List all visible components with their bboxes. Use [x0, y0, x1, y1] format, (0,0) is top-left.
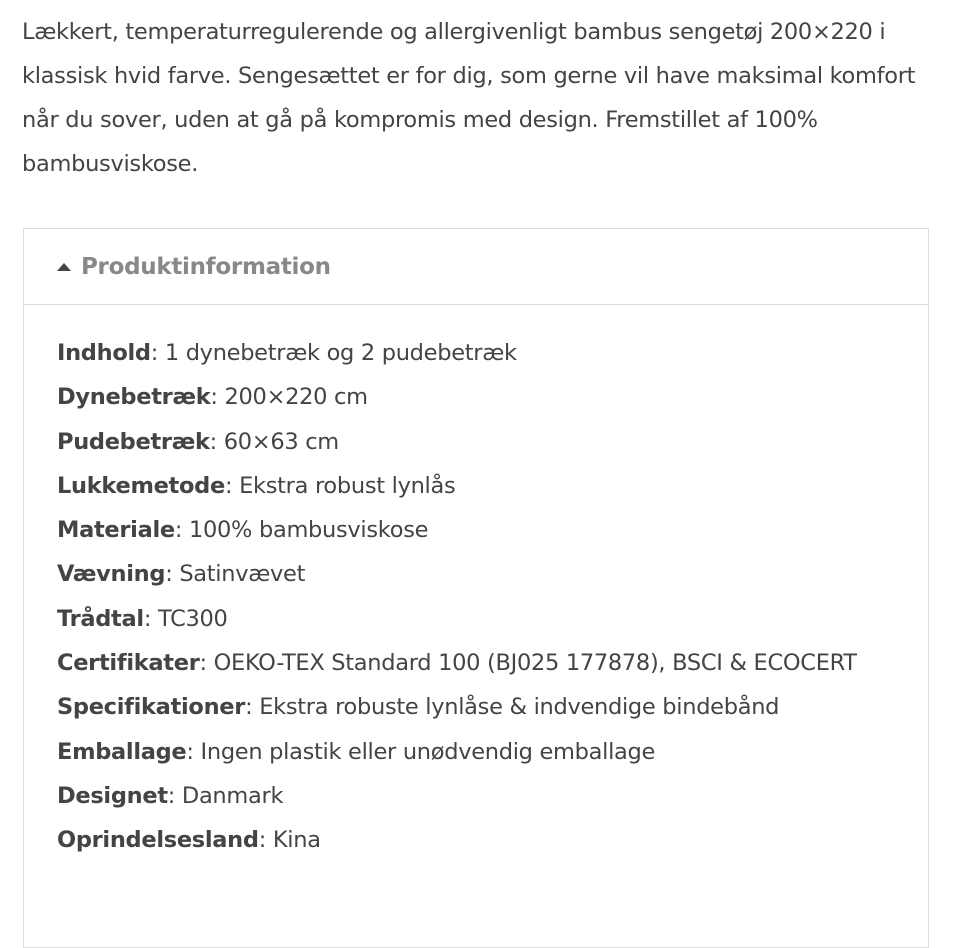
product-description: Lækkert, temperaturregulerende og allergivenligt bambus sengetøj 200×220 i klassisk hvid farve. Sengesættet er for dig, som gerne vil have maksimal komfort når du sover, uden at gå på kompromis med design. Fremstillet af 100% bambusviskose.: [22, 19, 916, 177]
spec-value: : 60×63 cm: [209, 428, 339, 455]
spec-label: Oprindelsesland: [57, 827, 259, 854]
spec-row: [57, 331, 895, 375]
spec-label: Materiale: [57, 517, 175, 544]
product-info-panel: [23, 228, 929, 948]
spec-row: [57, 641, 895, 685]
spec-row: [57, 420, 895, 464]
spec-row: [57, 597, 895, 641]
spec-value: : 100% bambusviskose: [174, 517, 429, 544]
spec-value: : TC300: [143, 605, 228, 632]
spec-value: : Ingen plastik eller unødvendig emballage: [186, 738, 656, 765]
spec-value: : OEKO-TEX Standard 100 (BJ025 177878), BSCI & ECOCERT: [199, 650, 857, 677]
spec-row: [57, 375, 895, 419]
spec-label: Lukkemetode: [57, 472, 225, 499]
panel-title: Produktinformation: [81, 253, 331, 280]
spec-row: [57, 730, 895, 774]
spec-label: Indhold: [57, 340, 151, 366]
spec-label: Specifikationer: [57, 694, 246, 721]
spec-label: Vævning: [57, 561, 166, 588]
spec-label: Certifikater: [57, 650, 200, 677]
spec-value: : Ekstra robust lynlås: [224, 472, 456, 499]
spec-value: : Kina: [258, 827, 321, 854]
spec-row: [57, 552, 895, 596]
spec-row: [57, 685, 895, 729]
spec-label: Dynebetræk: [57, 384, 211, 411]
spec-row: [57, 774, 895, 818]
spec-row: [57, 508, 895, 552]
spec-value: : Danmark: [167, 782, 284, 809]
spec-value: : 1 dynebetræk og 2 pudebetræk: [150, 340, 517, 366]
spec-row: [57, 464, 895, 508]
caret-up-icon: [57, 263, 71, 271]
spec-value: : 200×220 cm: [210, 384, 368, 411]
spec-label: Trådtal: [57, 605, 144, 632]
spec-label: Designet: [57, 782, 168, 809]
spec-row: [57, 818, 895, 862]
panel-body: [24, 305, 928, 863]
spec-value: : Satinvævet: [165, 561, 306, 588]
spec-value: : Ekstra robuste lynlåse & indvendige bindebånd: [245, 694, 780, 721]
spec-label: Emballage: [57, 738, 187, 765]
spec-label: Pudebetræk: [57, 428, 210, 455]
product-info-toggle[interactable]: [24, 229, 928, 305]
